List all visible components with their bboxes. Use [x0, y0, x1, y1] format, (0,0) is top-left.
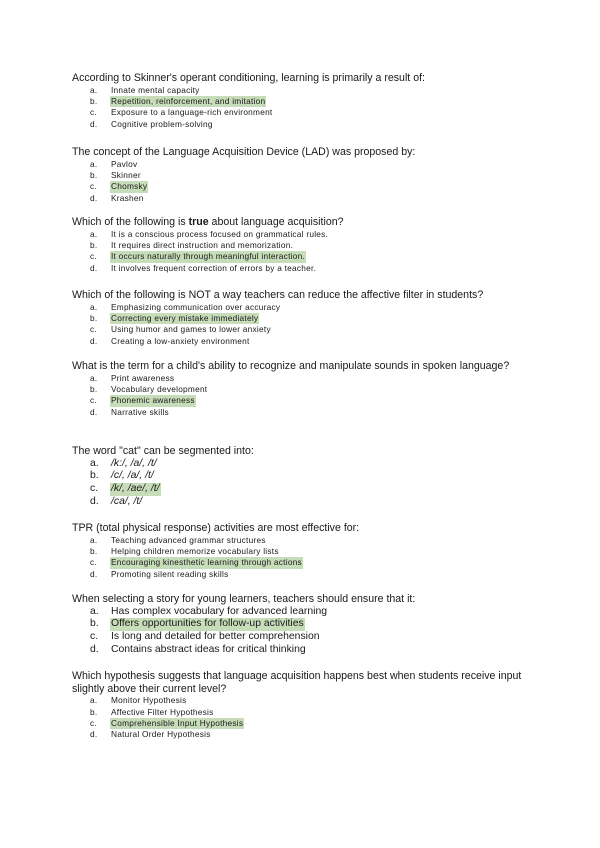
option-a	[72, 695, 542, 706]
option-list	[72, 535, 542, 581]
question-text: Which hypothesis suggests that language acquisition happens best when students receive input slightly above their current level?	[72, 670, 522, 695]
option-text: It occurs naturally through meaningful interaction.	[111, 251, 305, 262]
option-letter: d.	[90, 729, 98, 740]
question-text: The concept of the Language Acquisition Device (LAD) was proposed by:	[72, 146, 416, 158]
option-letter: b.	[90, 470, 99, 482]
option-b	[72, 707, 542, 718]
option-text: It is a conscious process focused on grammatical rules.	[111, 228, 329, 239]
question-text-part: Which of the following is	[72, 216, 189, 228]
question-text: Which of the following is NOT a way teachers can reduce the affective filter in students?	[72, 289, 484, 301]
option-text: Repetition, reinforcement, and imitation	[111, 96, 266, 106]
option-letter: c.	[90, 557, 97, 568]
option-c-highlighted	[72, 395, 542, 406]
option-letter: a.	[90, 372, 98, 383]
option-text: Offers opportunities for follow-up activities	[111, 618, 304, 630]
option-letter: b.	[90, 240, 98, 250]
option-letter: d.	[90, 643, 99, 655]
option-b	[72, 240, 542, 251]
option-b	[72, 384, 542, 395]
option-letter: a.	[90, 534, 98, 545]
option-a	[72, 229, 542, 240]
option-text: /c/, /a/, /t/	[111, 470, 154, 482]
question-text: The word "cat" can be segmented into:	[72, 445, 254, 457]
option-text: Creating a low-anxiety environment	[111, 335, 250, 346]
option-letter: d.	[90, 118, 98, 129]
option-text: Teaching advanced grammar structures	[111, 534, 266, 545]
option-text: Correcting every mistake immediately	[111, 313, 259, 323]
option-letter: b.	[90, 96, 98, 106]
option-list	[72, 695, 542, 741]
option-text: Monitor Hypothesis	[111, 695, 187, 706]
option-letter: c.	[90, 395, 97, 406]
question-4	[72, 289, 542, 347]
option-text: Narrative skills	[111, 406, 169, 417]
option-text: Innate mental capacity	[111, 84, 200, 95]
question-text: TPR (total physical response) activities are most effective for:	[72, 522, 360, 534]
option-b	[72, 546, 542, 557]
question-9	[72, 670, 542, 741]
option-list	[72, 373, 542, 419]
option-a	[72, 458, 542, 471]
option-letter: c.	[90, 718, 97, 728]
option-b-highlighted	[72, 96, 542, 107]
option-letter: b.	[90, 170, 98, 180]
option-letter: b.	[90, 546, 98, 556]
option-text: Has complex vocabulary for advanced learning	[111, 605, 328, 617]
option-letter: c.	[90, 107, 97, 118]
question-1	[72, 72, 542, 130]
option-letter: a.	[90, 457, 99, 469]
option-text: Natural Order Hypothesis	[111, 729, 211, 740]
option-text: Encouraging kinesthetic learning through actions	[111, 557, 302, 568]
option-text: /k/, /ae/, /t/	[111, 483, 160, 495]
option-letter: b.	[90, 384, 98, 394]
option-text: Affective Filter Hypothesis	[111, 706, 214, 717]
option-d	[72, 729, 542, 740]
option-text: Exposure to a language-rich environment	[111, 107, 273, 118]
option-text: Vocabulary development	[111, 384, 208, 394]
option-letter: b.	[90, 706, 98, 717]
option-letter: d.	[90, 262, 98, 273]
option-letter: c.	[90, 324, 97, 335]
option-a	[72, 606, 542, 619]
option-text: Emphasizing communication over accuracy	[111, 301, 281, 312]
option-text: It involves frequent correction of errors by a teacher.	[111, 262, 317, 273]
option-d	[72, 193, 542, 204]
option-list	[72, 85, 542, 131]
option-a	[72, 159, 542, 170]
option-text: /k:/, /a/, /t/	[111, 457, 157, 469]
option-list	[72, 458, 542, 509]
option-d	[72, 569, 542, 580]
question-text-part: about language acquisition?	[208, 216, 344, 228]
option-list	[72, 159, 542, 205]
option-list	[72, 302, 542, 348]
option-letter: d.	[90, 495, 99, 507]
option-text: Using humor and games to lower anxiety	[111, 324, 271, 335]
question-5	[72, 360, 542, 418]
option-letter: c.	[90, 483, 99, 495]
option-letter: d.	[90, 192, 98, 203]
option-letter: d.	[90, 335, 98, 346]
option-c-highlighted	[72, 718, 542, 729]
option-letter: d.	[90, 568, 98, 579]
option-text: Phonemic awareness	[111, 395, 195, 406]
option-b	[72, 170, 542, 181]
option-c-highlighted	[72, 251, 542, 262]
option-text: Skinner	[111, 170, 141, 180]
option-d	[72, 407, 542, 418]
option-letter: a.	[90, 301, 98, 312]
question-text: What is the term for a child's ability to recognize and manipulate sounds in spoken language?	[72, 360, 510, 372]
question-3	[72, 216, 542, 274]
question-6	[72, 445, 542, 509]
option-letter: a.	[90, 605, 99, 617]
option-d	[72, 119, 542, 130]
option-text: Cognitive problem-solving	[111, 118, 213, 129]
option-text: Is long and detailed for better comprehension	[111, 631, 320, 643]
option-c	[72, 324, 542, 335]
option-b	[72, 470, 542, 483]
option-list	[72, 606, 542, 657]
option-text: Krashen	[111, 192, 144, 203]
option-a	[72, 302, 542, 313]
question-7	[72, 522, 542, 580]
option-a	[72, 85, 542, 96]
option-c-highlighted	[72, 483, 542, 496]
option-letter: b.	[90, 313, 98, 323]
option-text: It requires direct instruction and memorization.	[111, 240, 294, 250]
option-list	[72, 229, 542, 275]
option-b-highlighted	[72, 618, 542, 631]
option-d	[72, 263, 542, 274]
option-d	[72, 336, 542, 347]
question-text: According to Skinner's operant conditioning, learning is primarily a result of:	[72, 72, 425, 84]
option-c-highlighted	[72, 181, 542, 192]
option-letter: c.	[90, 251, 97, 262]
option-letter: b.	[90, 618, 99, 630]
option-c	[72, 107, 542, 118]
question-text: When selecting a story for young learners, teachers should ensure that it:	[72, 593, 416, 605]
option-text: Promoting silent reading skills	[111, 568, 229, 579]
option-text: Chomsky	[111, 181, 148, 192]
option-letter: a.	[90, 695, 98, 706]
option-a	[72, 373, 542, 384]
option-letter: c.	[90, 631, 99, 643]
question-text-bold: true	[188, 216, 209, 228]
option-letter: a.	[90, 158, 98, 169]
option-text: Pavlov	[111, 158, 138, 169]
option-letter: a.	[90, 228, 98, 239]
option-c	[72, 631, 542, 644]
option-text: Comprehensible Input Hypothesis	[111, 718, 244, 728]
option-letter: d.	[90, 406, 98, 417]
option-text: Print awareness	[111, 372, 175, 383]
option-b-highlighted	[72, 313, 542, 324]
option-letter: c.	[90, 181, 97, 192]
option-d	[72, 496, 542, 509]
option-text: Helping children memorize vocabulary lists	[111, 546, 279, 556]
option-a	[72, 535, 542, 546]
option-text: Contains abstract ideas for critical thinking	[111, 643, 306, 655]
option-letter: a.	[90, 84, 98, 95]
option-text: /ca/, /t/	[111, 495, 143, 507]
option-c-highlighted	[72, 557, 542, 568]
option-d	[72, 644, 542, 657]
question-2	[72, 146, 542, 204]
question-8	[72, 593, 542, 657]
question-text	[72, 216, 542, 229]
